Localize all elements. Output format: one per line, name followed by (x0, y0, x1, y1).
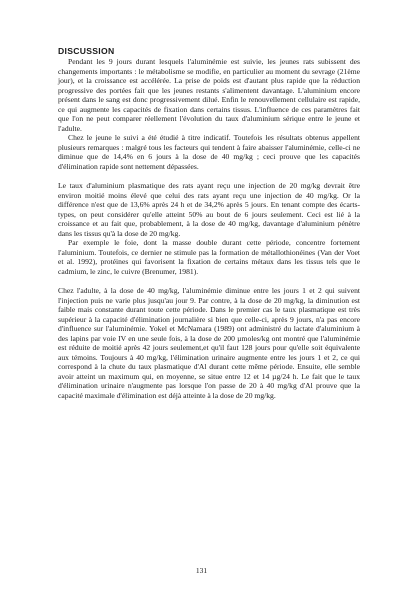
paragraph-1: Pendant les 9 jours durant lesquels l'aluminémie est suivie, les jeunes rats subissent des changements importants : le métabolisme se modifie, en particulier au moment du sevrage (21ème jour), et la croissance est accélérée. La prise de poids est d'autant plus rapide que la réduction progressive des portées fait que les jeunes restants s'alimentent davantage. L'aluminium encore présent dans le sang est donc progressivement dilué. Enfin le renouvellement cellulaire est rapide, ce qui augmente les capacités de fixation dans certains tissus. L'influence de ces paramètres fait que l'on ne peut comparer réellement l'évolution du taux d'aluminium sérique entre le jeune et l'adulte. (58, 57, 360, 133)
page-number: 131 (195, 566, 208, 575)
paragraph-5: Chez l'adulte, à la dose de 40 mg/kg, l'aluminémie diminue entre les jours 1 et 2 qui suivent l'injection puis ne varie plus jusqu'au jour 9. Par contre, à la dose de 20 mg/kg, la diminution est faible mais constante durant toute cette période. Dans le premier cas le taux plasmatique est très supérieur à la capacité d'élimination journalière si bien que celle-ci, après 9 jours, n'a pas encore d'influence sur l'aluminémie. Yokel et McNamara (1989) ont administré du lactate d'aluminium à des lapins par voie IV en une seule fois, à la dose de 200 µmoles/kg ont montré que l'aluminémie est réduite de moitié après 42 jours seulement,et qu'il faut 128 jours pour qu'elle soit équivalente aux témoins. Toujours à 40 mg/kg, l'élimination urinaire augmente entre les jours 1 et 2, ce qui correspond à la chute du taux plasmatique d'Al durant cette même période. Ensuite, elle semble avoir atteint un maximum qui, en moyenne, se situe entre 12 et 14 µg/24 h. Le fait que le taux d'élimination urinaire n'augmente pas lorsque l'on passe de 20 à 40 mg/kg d'Al prouve que la capacité maximale d'élimination est déjà atteinte à la dose de 20 mg/kg. (58, 286, 360, 400)
text-column (58, 46, 360, 400)
paragraph-4: Par exemple le foie, dont la masse double durant cette période, concentre fortement l'aluminium. Toutefois, ce dernier ne stimule pas la formation de métallothionéines (Van der Voet et al. 1992), protéines qui favorisent la fixation de certains métaux dans les tissus tels que le cadmium, le zinc, le cuivre (Brenumer, 1981). (58, 238, 360, 276)
paragraph-3: Le taux d'aluminium plasmatique des rats ayant reçu une injection de 20 mg/kg devrait être environ moitié moins élevé que celui des rats ayant reçu une injection de 40 mg/kg. Or la différence n'est que de 13,6% après 24 h et de 34,2% après 5 jours. En tenant compte des écarts-types, on peut considérer qu'elle atteint 50% au bout de 6 jours seulement. Ceci est lié à la croissance et au fait que, probablement, à la dose de 40 mg/kg, davantage d'aluminium pénètre dans les tissus qu'à la dose de 20 mg/kg. (58, 181, 360, 238)
paragraph-gap (58, 276, 360, 286)
section-heading: DISCUSSION (58, 46, 115, 56)
paragraph-2: Chez le jeune le suivi a été étudié à titre indicatif. Toutefois les résultats obtenus appellent plusieurs remarques : malgré tous les facteurs qui tendent à faire abaisser l'aluminémie, celle-ci ne diminue que de 14,4% en 6 jours à la dose de 40 mg/kg ; ceci prouve que les capacités d'élimination rapide sont nettement dépassées. (58, 133, 360, 171)
paragraph-gap (58, 171, 360, 181)
